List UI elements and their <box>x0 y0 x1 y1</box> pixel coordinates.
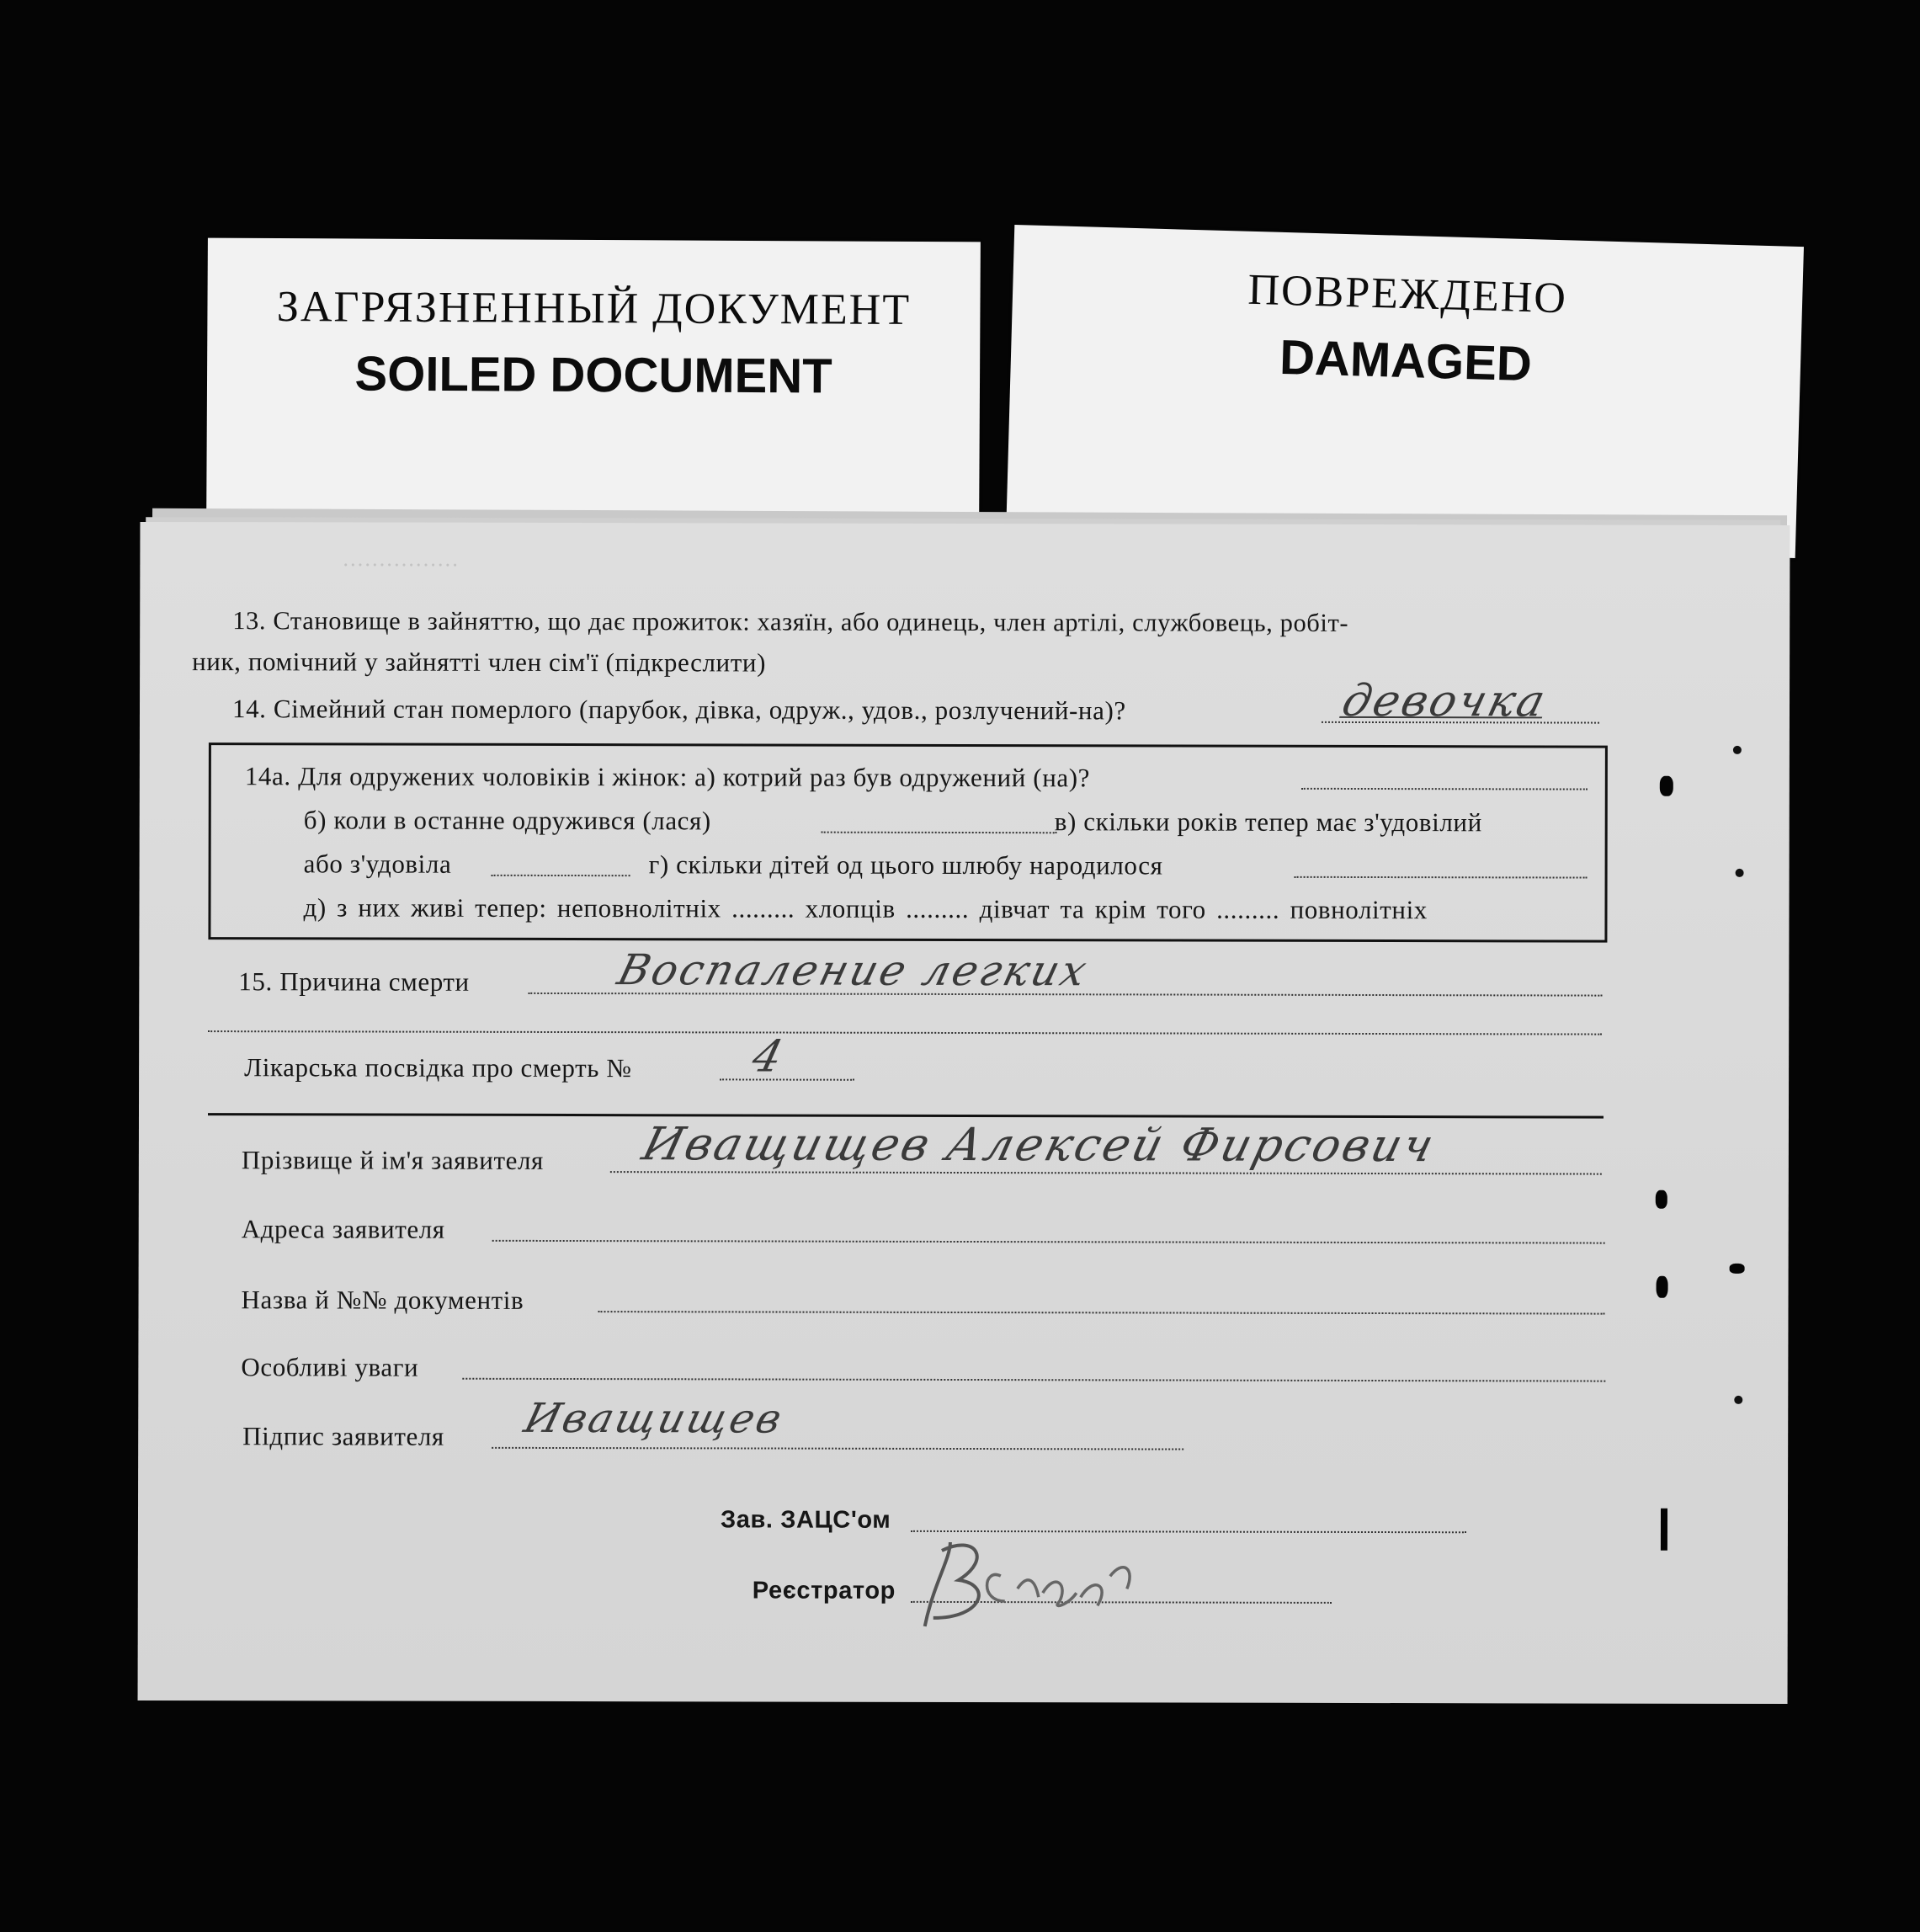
soiled-document-label <box>206 238 981 533</box>
head-of-registry-label: Зав. ЗАЦС'ом <box>720 1506 891 1534</box>
item-13-line-2: ник, помічний у зайнятті член сім'ї (підкреслити) <box>192 647 767 678</box>
punch-hole <box>1657 1276 1668 1298</box>
margin-mark <box>1736 869 1744 877</box>
damaged-label-russian: ПОВРЕЖДЕНО <box>1247 265 1568 323</box>
item-14a-line-2a: б) коли в останне одружився (лася) <box>303 805 711 836</box>
punch-hole <box>1656 1190 1667 1209</box>
margin-mark <box>1734 1396 1742 1404</box>
margin-mark <box>1733 746 1742 754</box>
damaged-label-english: DAMAGED <box>1279 329 1533 392</box>
medical-certificate-label: Лікарська посвідка про смерть № <box>244 1052 632 1083</box>
medical-certificate-dotted-line <box>720 1078 854 1080</box>
punch-hole <box>1660 776 1673 796</box>
item-15-dotted-line-2 <box>208 1030 1602 1035</box>
applicant-signature-dotted-line <box>492 1447 1183 1450</box>
notes-dotted-line <box>462 1378 1605 1382</box>
medical-certificate-number: 4 <box>747 1031 790 1083</box>
registrar-label: Реєстратор <box>752 1577 896 1605</box>
applicant-signature-label: Підпис заявителя <box>242 1421 444 1451</box>
item-14a-line-3a: або з'удовіла <box>303 849 452 879</box>
item-14a-line-2b: в) скільки років тепер має з'удовілий <box>1054 806 1482 838</box>
documents-label: Назва й №№ документів <box>241 1285 524 1315</box>
documents-dotted-line <box>598 1311 1605 1315</box>
death-record-form <box>138 522 1790 1704</box>
item-13-line-1: 13. Становище в зайняттю, що дає прожиток: хазяїн, або одинець, член артілі, службовець, робіт- <box>232 606 1349 637</box>
damaged-document-label <box>1006 225 1804 558</box>
item-14a-line-3b: г) скільки дітей од цього шлюбу народилося <box>648 849 1163 881</box>
registrar-signature <box>900 1525 1169 1653</box>
soiled-label-russian: ЗАГРЯЗНЕННЫЙ ДОКУМЕНТ <box>276 283 912 334</box>
notes-label: Особливі уваги <box>241 1352 419 1382</box>
item-14a-line-4: д) з них живі тепер: неповнолітніх ......... хлопців ......... дівчат та крім того ......... повнолітніх <box>303 892 1428 925</box>
item-14-handwritten-value: девочка <box>1337 675 1553 727</box>
bleed-through-text: ················ <box>342 552 459 577</box>
applicant-name-dotted-line <box>610 1171 1602 1174</box>
punch-hole <box>1661 1509 1667 1551</box>
punch-hole <box>1730 1264 1745 1274</box>
item-15-handwritten-value: Воспаление легких <box>613 945 1094 996</box>
applicant-name-handwritten: Иващищев Алексей Фирсович <box>637 1117 1442 1173</box>
item-15-label: 15. Причина смерти <box>238 966 470 997</box>
soiled-label-english: SOILED DOCUMENT <box>354 346 832 404</box>
applicant-name-label: Прізвище й ім'я заявителя <box>241 1145 544 1175</box>
item-14-label: 14. Сімейний стан померлого (парубок, дівка, одруж., удов., розлучений-на)? <box>231 694 1126 726</box>
item-14a-dotted-line <box>492 875 630 876</box>
item-14a-line-1: 14а. Для одружених чоловіків і жінок: а) котрий раз був одружений (на)? <box>244 761 1091 793</box>
applicant-signature-handwritten: Иващищев <box>519 1394 790 1443</box>
applicant-address-dotted-line <box>492 1240 1605 1244</box>
applicant-address-label: Адреса заявителя <box>241 1214 445 1244</box>
